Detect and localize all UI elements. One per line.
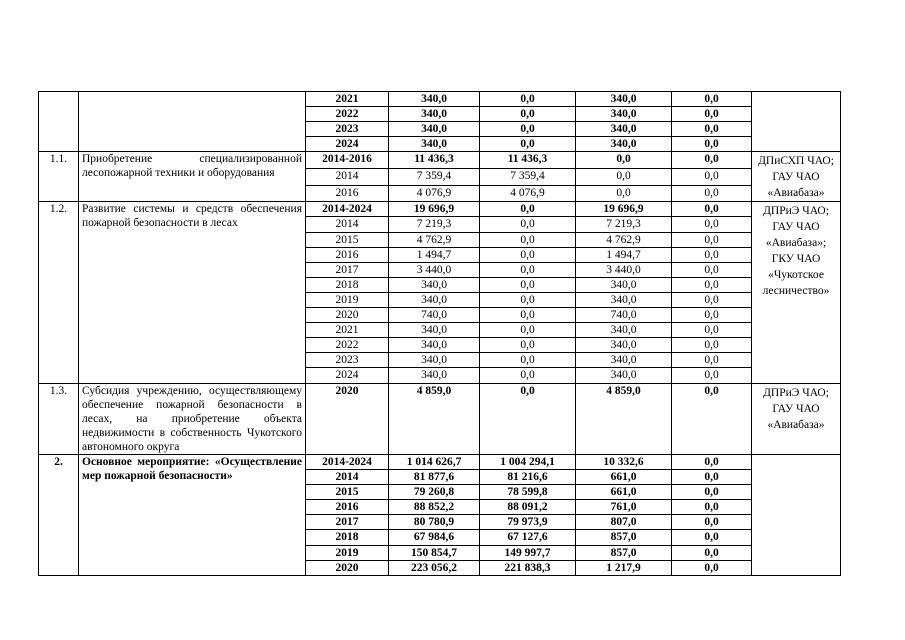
regional-budget-cell: 340,0 (576, 107, 672, 122)
other-sources-cell: 0,0 (672, 308, 752, 323)
federal-budget-cell: 0,0 (480, 107, 576, 122)
year-cell: 2016 (306, 500, 389, 515)
responsible-cell: ДПРиЭ ЧАО; ГАУ ЧАО «Авиабаза»; ГКУ ЧАО «Чукотское лесничество» (752, 202, 841, 383)
other-sources-cell: 0,0 (672, 92, 752, 107)
other-sources-cell: 0,0 (672, 323, 752, 338)
year-cell: 2017 (306, 262, 389, 277)
regional-budget-cell: 0,0 (576, 169, 672, 186)
total-cell: 340,0 (389, 292, 480, 307)
other-sources-cell: 0,0 (672, 247, 752, 262)
item-name-cell: Приобретение специализированной лесопожарной техники и оборудования (79, 152, 306, 202)
year-cell: 2015 (306, 485, 389, 500)
year-cell: 2014-2024 (306, 454, 389, 469)
responsible-cell: ДПРиЭ ЧАО; ГАУ ЧАО «Авиабаза» (752, 383, 841, 454)
year-cell: 2014-2024 (306, 202, 389, 217)
responsible-cell (752, 454, 841, 575)
year-cell: 2024 (306, 368, 389, 383)
total-cell: 1 494,7 (389, 247, 480, 262)
total-cell: 3 440,0 (389, 262, 480, 277)
other-sources-cell: 0,0 (672, 454, 752, 469)
total-cell: 340,0 (389, 353, 480, 368)
total-cell: 4 762,9 (389, 232, 480, 247)
regional-budget-cell: 661,0 (576, 470, 672, 485)
total-cell: 7 219,3 (389, 217, 480, 232)
program-funding-table (38, 91, 841, 576)
year-cell: 2020 (306, 308, 389, 323)
federal-budget-cell: 0,0 (480, 217, 576, 232)
year-cell: 2015 (306, 232, 389, 247)
item-name-cell (79, 92, 306, 152)
federal-budget-cell: 11 436,3 (480, 152, 576, 169)
item-name-cell: Субсидия учреждению, осуществляющему обеспечение пожарной безопасности в лесах, на приобретение объекта недвижимости в собственность Чукотского автономного округа (79, 383, 306, 454)
total-cell: 150 854,7 (389, 545, 480, 560)
regional-budget-cell: 761,0 (576, 500, 672, 515)
year-cell: 2023 (306, 353, 389, 368)
table-row (39, 454, 841, 469)
other-sources-cell: 0,0 (672, 338, 752, 353)
other-sources-cell: 0,0 (672, 292, 752, 307)
total-cell: 88 852,2 (389, 500, 480, 515)
regional-budget-cell: 661,0 (576, 485, 672, 500)
total-cell: 4 076,9 (389, 185, 480, 202)
regional-budget-cell: 1 494,7 (576, 247, 672, 262)
year-cell: 2022 (306, 107, 389, 122)
other-sources-cell: 0,0 (672, 545, 752, 560)
responsible-cell (752, 92, 841, 152)
regional-budget-cell: 1 217,9 (576, 560, 672, 575)
federal-budget-cell: 0,0 (480, 232, 576, 247)
federal-budget-cell: 0,0 (480, 383, 576, 454)
year-cell: 2020 (306, 383, 389, 454)
year-cell: 2021 (306, 323, 389, 338)
regional-budget-cell: 0,0 (576, 152, 672, 169)
total-cell: 4 859,0 (389, 383, 480, 454)
year-cell: 2014 (306, 217, 389, 232)
other-sources-cell: 0,0 (672, 368, 752, 383)
regional-budget-cell: 4 859,0 (576, 383, 672, 454)
year-cell: 2022 (306, 338, 389, 353)
table-row (39, 92, 841, 107)
other-sources-cell: 0,0 (672, 232, 752, 247)
other-sources-cell: 0,0 (672, 122, 752, 137)
federal-budget-cell: 0,0 (480, 338, 576, 353)
federal-budget-cell: 67 127,6 (480, 530, 576, 545)
federal-budget-cell: 0,0 (480, 308, 576, 323)
regional-budget-cell: 857,0 (576, 530, 672, 545)
regional-budget-cell: 0,0 (576, 185, 672, 202)
federal-budget-cell: 0,0 (480, 92, 576, 107)
regional-budget-cell: 340,0 (576, 122, 672, 137)
federal-budget-cell: 88 091,2 (480, 500, 576, 515)
other-sources-cell: 0,0 (672, 137, 752, 152)
responsible-cell: ДПиСХП ЧАО; ГАУ ЧАО «Авиабаза» (752, 152, 841, 202)
federal-budget-cell: 0,0 (480, 353, 576, 368)
table-row (39, 383, 841, 454)
total-cell: 67 984,6 (389, 530, 480, 545)
regional-budget-cell: 340,0 (576, 338, 672, 353)
other-sources-cell: 0,0 (672, 202, 752, 217)
federal-budget-cell: 81 216,6 (480, 470, 576, 485)
year-cell: 2017 (306, 515, 389, 530)
item-number-cell: 2. (39, 454, 79, 575)
federal-budget-cell: 0,0 (480, 262, 576, 277)
total-cell: 740,0 (389, 308, 480, 323)
other-sources-cell: 0,0 (672, 277, 752, 292)
other-sources-cell: 0,0 (672, 185, 752, 202)
total-cell: 340,0 (389, 323, 480, 338)
other-sources-cell: 0,0 (672, 500, 752, 515)
year-cell: 2018 (306, 277, 389, 292)
year-cell: 2016 (306, 185, 389, 202)
other-sources-cell: 0,0 (672, 530, 752, 545)
other-sources-cell: 0,0 (672, 470, 752, 485)
document-page (38, 91, 841, 576)
total-cell: 340,0 (389, 137, 480, 152)
other-sources-cell: 0,0 (672, 217, 752, 232)
federal-budget-cell: 0,0 (480, 137, 576, 152)
other-sources-cell: 0,0 (672, 515, 752, 530)
item-number-cell (39, 92, 79, 152)
regional-budget-cell: 340,0 (576, 368, 672, 383)
total-cell: 11 436,3 (389, 152, 480, 169)
total-cell: 340,0 (389, 107, 480, 122)
item-name-cell: Развитие системы и средств обеспечения пожарной безопасности в лесах (79, 202, 306, 383)
regional-budget-cell: 10 332,6 (576, 454, 672, 469)
federal-budget-cell: 0,0 (480, 202, 576, 217)
regional-budget-cell: 340,0 (576, 92, 672, 107)
year-cell: 2014 (306, 470, 389, 485)
regional-budget-cell: 4 762,9 (576, 232, 672, 247)
federal-budget-cell: 0,0 (480, 323, 576, 338)
federal-budget-cell: 0,0 (480, 368, 576, 383)
item-name-cell: Основное мероприятие: «Осуществление мер пожарной безопасности» (79, 454, 306, 575)
year-cell: 2019 (306, 545, 389, 560)
regional-budget-cell: 807,0 (576, 515, 672, 530)
federal-budget-cell: 0,0 (480, 292, 576, 307)
other-sources-cell: 0,0 (672, 485, 752, 500)
year-cell: 2018 (306, 530, 389, 545)
regional-budget-cell: 19 696,9 (576, 202, 672, 217)
total-cell: 19 696,9 (389, 202, 480, 217)
table-row (39, 202, 841, 217)
regional-budget-cell: 7 219,3 (576, 217, 672, 232)
other-sources-cell: 0,0 (672, 107, 752, 122)
regional-budget-cell: 340,0 (576, 353, 672, 368)
year-cell: 2021 (306, 92, 389, 107)
federal-budget-cell: 0,0 (480, 122, 576, 137)
federal-budget-cell: 78 599,8 (480, 485, 576, 500)
year-cell: 2019 (306, 292, 389, 307)
total-cell: 340,0 (389, 92, 480, 107)
year-cell: 2020 (306, 560, 389, 575)
federal-budget-cell: 149 997,7 (480, 545, 576, 560)
federal-budget-cell: 1 004 294,1 (480, 454, 576, 469)
regional-budget-cell: 857,0 (576, 545, 672, 560)
federal-budget-cell: 0,0 (480, 277, 576, 292)
total-cell: 7 359,4 (389, 169, 480, 186)
year-cell: 2014 (306, 169, 389, 186)
regional-budget-cell: 340,0 (576, 323, 672, 338)
regional-budget-cell: 740,0 (576, 308, 672, 323)
total-cell: 80 780,9 (389, 515, 480, 530)
regional-budget-cell: 340,0 (576, 277, 672, 292)
item-number-cell: 1.3. (39, 383, 79, 454)
year-cell: 2016 (306, 247, 389, 262)
federal-budget-cell: 7 359,4 (480, 169, 576, 186)
regional-budget-cell: 3 440,0 (576, 262, 672, 277)
total-cell: 79 260,8 (389, 485, 480, 500)
other-sources-cell: 0,0 (672, 383, 752, 454)
total-cell: 81 877,6 (389, 470, 480, 485)
total-cell: 223 056,2 (389, 560, 480, 575)
regional-budget-cell: 340,0 (576, 292, 672, 307)
federal-budget-cell: 221 838,3 (480, 560, 576, 575)
total-cell: 340,0 (389, 368, 480, 383)
federal-budget-cell: 0,0 (480, 247, 576, 262)
year-cell: 2014-2016 (306, 152, 389, 169)
table-body (39, 92, 841, 576)
item-number-cell: 1.1. (39, 152, 79, 202)
total-cell: 340,0 (389, 122, 480, 137)
other-sources-cell: 0,0 (672, 262, 752, 277)
table-row (39, 152, 841, 169)
total-cell: 1 014 626,7 (389, 454, 480, 469)
total-cell: 340,0 (389, 277, 480, 292)
regional-budget-cell: 340,0 (576, 137, 672, 152)
federal-budget-cell: 4 076,9 (480, 185, 576, 202)
other-sources-cell: 0,0 (672, 353, 752, 368)
federal-budget-cell: 79 973,9 (480, 515, 576, 530)
total-cell: 340,0 (389, 338, 480, 353)
other-sources-cell: 0,0 (672, 560, 752, 575)
year-cell: 2024 (306, 137, 389, 152)
item-number-cell: 1.2. (39, 202, 79, 383)
year-cell: 2023 (306, 122, 389, 137)
other-sources-cell: 0,0 (672, 169, 752, 186)
other-sources-cell: 0,0 (672, 152, 752, 169)
